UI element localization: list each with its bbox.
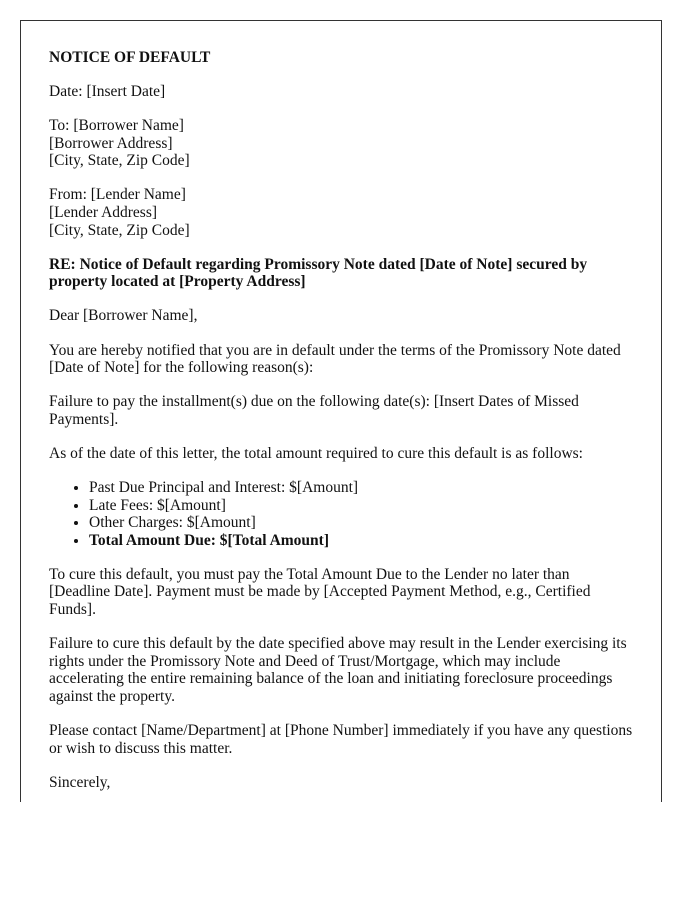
sender-name: From: [Lender Name] bbox=[49, 186, 186, 204]
sender-city-state-zip: [City, State, Zip Code] bbox=[49, 221, 190, 239]
amount-intro-paragraph: As of the date of this letter, the total amount required to cure this default is as follows: bbox=[49, 444, 583, 462]
amount-item-total: • Total Amount Due: $[Total Amount] bbox=[89, 532, 633, 550]
subject-line: RE: Notice of Default regarding Promissory Note dated [Date of Note] secured by property located at [Property Address] bbox=[49, 255, 588, 291]
amount-item-other-charges: • Other Charges: $[Amount] bbox=[89, 514, 633, 532]
amounts-list bbox=[49, 479, 633, 549]
default-reason-paragraph: Failure to pay the installment(s) due on the following date(s): [Insert Dates of Missed Payments]. bbox=[49, 393, 579, 428]
amount-item-late-fees: • Late Fees: $[Amount] bbox=[89, 497, 633, 515]
consequences-paragraph: Failure to cure this default by the date specified above may result in the Lender exercising its rights under the Promissory Note and Deed of Trust/Mortgage, which may include accelerating the entire remaining balance of the loan and initiating foreclosure proceedings against the property. bbox=[49, 635, 627, 705]
salutation: Dear [Borrower Name], bbox=[49, 307, 198, 325]
amount-item-principal-interest: • Past Due Principal and Interest: $[Amount] bbox=[89, 479, 633, 497]
recipient-city-state-zip: [City, State, Zip Code] bbox=[49, 152, 190, 170]
document-page bbox=[20, 20, 662, 802]
document-viewport bbox=[20, 20, 662, 802]
date-line: Date: [Insert Date] bbox=[49, 83, 166, 101]
sender-block bbox=[49, 186, 633, 239]
recipient-block bbox=[49, 117, 633, 170]
cure-instructions-paragraph: To cure this default, you must pay the Total Amount Due to the Lender no later than [Deadline Date]. Payment must be made by [Accepted Payment Method, e.g., Certified Funds]. bbox=[49, 565, 591, 619]
recipient-name: To: [Borrower Name] bbox=[49, 117, 184, 135]
default-notice-paragraph: You are hereby notified that you are in default under the terms of the Promissory Note dated [Date of Note] for the following reason(s): bbox=[49, 341, 621, 377]
signoff: Sincerely, bbox=[49, 773, 111, 791]
contact-paragraph: Please contact [Name/Department] at [Phone Number] immediately if you have any questions or wish to discuss this matter. bbox=[49, 722, 633, 757]
document-title: NOTICE OF DEFAULT bbox=[49, 49, 211, 66]
sender-address: [Lender Address] bbox=[49, 204, 158, 222]
recipient-address: [Borrower Address] bbox=[49, 134, 173, 152]
